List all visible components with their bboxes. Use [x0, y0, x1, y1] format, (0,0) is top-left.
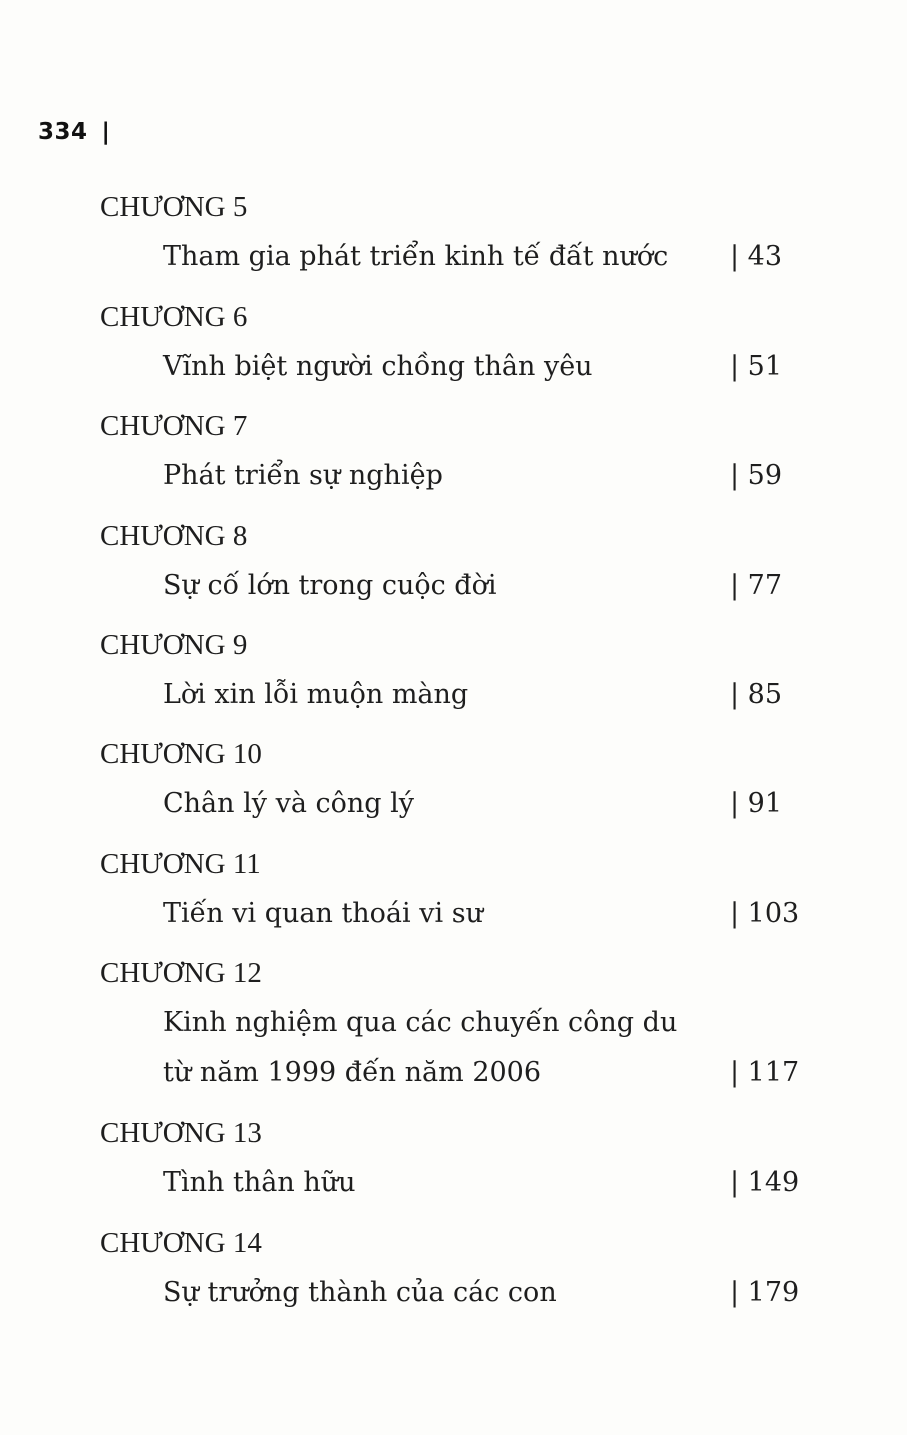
header-separator: |: [101, 119, 111, 145]
chapter-label: CHƯƠNG 8: [100, 520, 248, 552]
chapter-label: CHƯƠNG 7: [100, 410, 248, 442]
toc-entry-title: Sự trưởng thành của các con: [163, 1277, 557, 1308]
toc-page-number: | 51: [730, 351, 783, 382]
toc-entry-title: Sự cố lớn trong cuộc đời: [163, 570, 497, 601]
toc-entry-title: từ năm 1999 đến năm 2006: [163, 1057, 542, 1088]
chapter-label: CHƯƠNG 5: [100, 191, 248, 223]
toc-page-number: | 59: [730, 460, 783, 491]
toc-page-number: | 91: [730, 788, 783, 819]
toc-entry-title: Tiến vi quan thoái vi sư: [163, 898, 483, 929]
chapter-label: CHƯƠNG 14: [100, 1227, 262, 1259]
chapter-label: CHƯƠNG 11: [100, 848, 261, 880]
toc-entry-title: Kinh nghiệm qua các chuyến công du: [163, 1007, 678, 1038]
chapter-label: CHƯƠNG 13: [100, 1117, 262, 1149]
chapter-label: CHƯƠNG 10: [100, 738, 262, 770]
toc-page-number: | 117: [730, 1057, 800, 1088]
toc-page-number: | 103: [730, 898, 800, 929]
toc-entry-title: Lời xin lỗi muộn màng: [163, 679, 469, 710]
toc-page-number: | 77: [730, 570, 783, 601]
page-number: 334: [38, 119, 88, 145]
toc-page-number: | 149: [730, 1167, 800, 1198]
toc-page-number: | 85: [730, 679, 783, 710]
chapter-label: CHƯƠNG 12: [100, 957, 262, 989]
toc-entry-title: Vĩnh biệt người chồng thân yêu: [163, 351, 593, 382]
chapter-label: CHƯƠNG 6: [100, 301, 248, 333]
toc-entry-title: Tình thân hữu: [163, 1167, 356, 1198]
chapter-label: CHƯƠNG 9: [100, 629, 248, 661]
toc-entry-title: Phát triển sự nghiệp: [163, 460, 443, 491]
toc-page-number: | 43: [730, 241, 783, 272]
toc-entry-title: Chân lý và công lý: [163, 788, 415, 819]
toc-page-number: | 179: [730, 1277, 800, 1308]
toc-entry-title: Tham gia phát triển kinh tế đất nước: [163, 241, 669, 272]
